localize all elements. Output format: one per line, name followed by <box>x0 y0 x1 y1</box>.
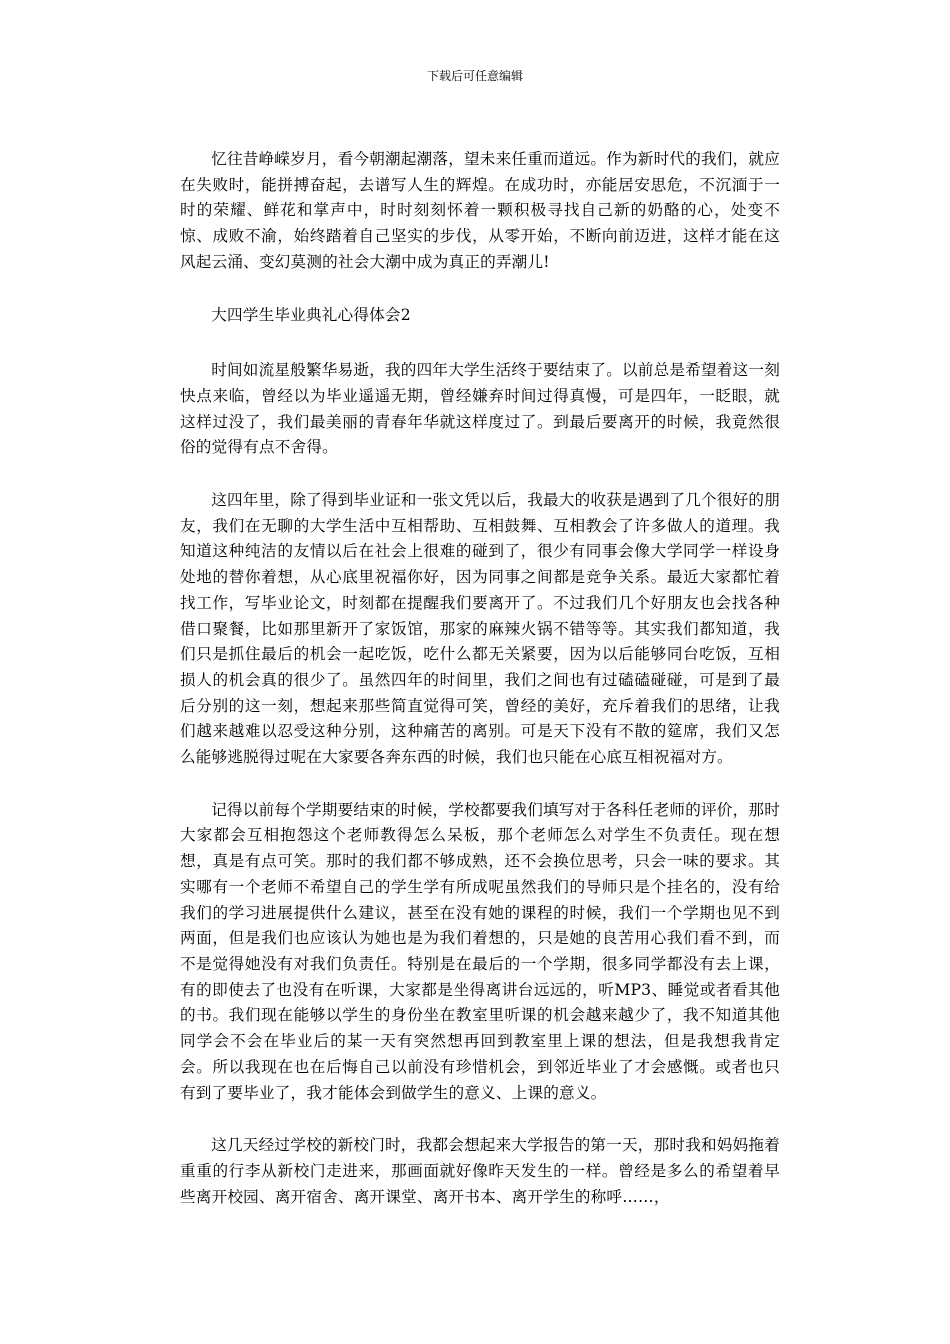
document-body <box>180 147 780 1237</box>
page-header-note: 下载后可任意编辑 <box>426 69 523 83</box>
paragraph-school-gate: 这几天经过学校的新校门时，我都会想起来大学报告的第一天，那时我和妈妈拖着重重的行李从新校门走进来，那画面就好像昨天发生的一样。曾经是多么的希望着早些离开校园、离开宿舍、离开课堂、离开书本、离开学生的称呼……， <box>180 1136 780 1206</box>
section-title: 大四学生毕业典礼心得体会2 <box>211 305 411 324</box>
paragraph-time-passing: 时间如流星般繁华易逝，我的四年大学生活终于要结束了。以前总是希望着这一刻快点来临，曾经以为毕业遥遥无期，曾经嫌弃时间过得真慢，可是四年，一眨眼，就这样过没了，我们最美丽的青春年华就这样度过了。到最后要离开的时候，我竟然很俗的觉得有点不舍得。 <box>180 361 780 457</box>
paragraph-teachers: 记得以前每个学期要结束的时候，学校都要我们填写对于各科任老师的评价，那时大家都会互相抱怨这个老师教得怎么呆板，那个老师怎么对学生不负责任。现在想想，真是有点可笑。那时的我们都不够成熟，还不会换位思考，只会一味的要求。其实哪有一个老师不希望自己的学生学有所成呢虽然我们的导师只是个挂名的，没有给我们的学习进展提供什么建议，甚至在没有她的课程的时候，我们一个学期也见不到两面，但是我们也应该认为她也是为我们着想的，只是她的良苦用心我们看不到，而不是觉得她没有对我们负责任。特别是在最后的一个学期，很多同学都没有去上课，有的即使去了也没有在听课，大家都是坐得离讲台远远的，听MP3、睡觉或者看其他的书。我们现在能够以学生的身份坐在教室里听课的机会越来越少了，我不知道其他同学会不会在毕业后的某一天有突然想再回到教室里上课的想法，但是我想我肯定会。所以我现在也在后悔自己以前没有珍惜机会，到邻近毕业了才会感慨。或者也只有到了要毕业了，我才能体会到做学生的意义、上课的意义。 <box>180 800 780 1102</box>
paragraph-intro-closing: 忆往昔峥嵘岁月，看今朝潮起潮落，望未来任重而道远。作为新时代的我们，就应在失败时，能拼搏奋起，去谱写人生的辉煌。在成功时，亦能居安思危，不沉湎于一时的荣耀、鲜花和掌声中，时时刻刻怀着一颗积极寻找自己新的奶酪的心，处变不惊、成败不渝，始终踏着自己坚实的步伐，从零开始，不断向前迈进，这样才能在这风起云涌、变幻莫测的社会大潮中成为真正的弄潮儿! <box>180 150 780 271</box>
paragraph-friendship: 这四年里，除了得到毕业证和一张文凭以后，我最大的收获是遇到了几个很好的朋友，我们在无聊的大学生活中互相帮助、互相鼓舞、互相教会了许多做人的道理。我知道这种纯洁的友情以后在社会上很难的碰到了，很少有同事会像大学同学一样设身处地的替你着想，从心底里祝福你好，因为同事之间都是竞争关系。最近大家都忙着找工作，写毕业论文，时刻都在提醒我们要离开了。不过我们几个好朋友也会找各种借口聚餐，比如那里新开了家饭馆，那家的麻辣火锅不错等等。其实我们都知道，我们只是抓住最后的机会一起吃饭，吃什么都无关紧要，因为以后能够同台吃饭，互相损人的机会真的很少了。虽然四年的时间里，我们之间也有过磕磕碰碰，可是到了最后分别的这一刻，想起来那些简直觉得可笑，曾经的美好，充斥着我们的思绪，让我们越来越难以忍受这种分别，这种痛苦的离别。可是天下没有不散的筵席，我们又怎么能够逃脱得过呢在大家要各奔东西的时候，我们也只能在心底互相祝福对方。 <box>180 491 780 767</box>
